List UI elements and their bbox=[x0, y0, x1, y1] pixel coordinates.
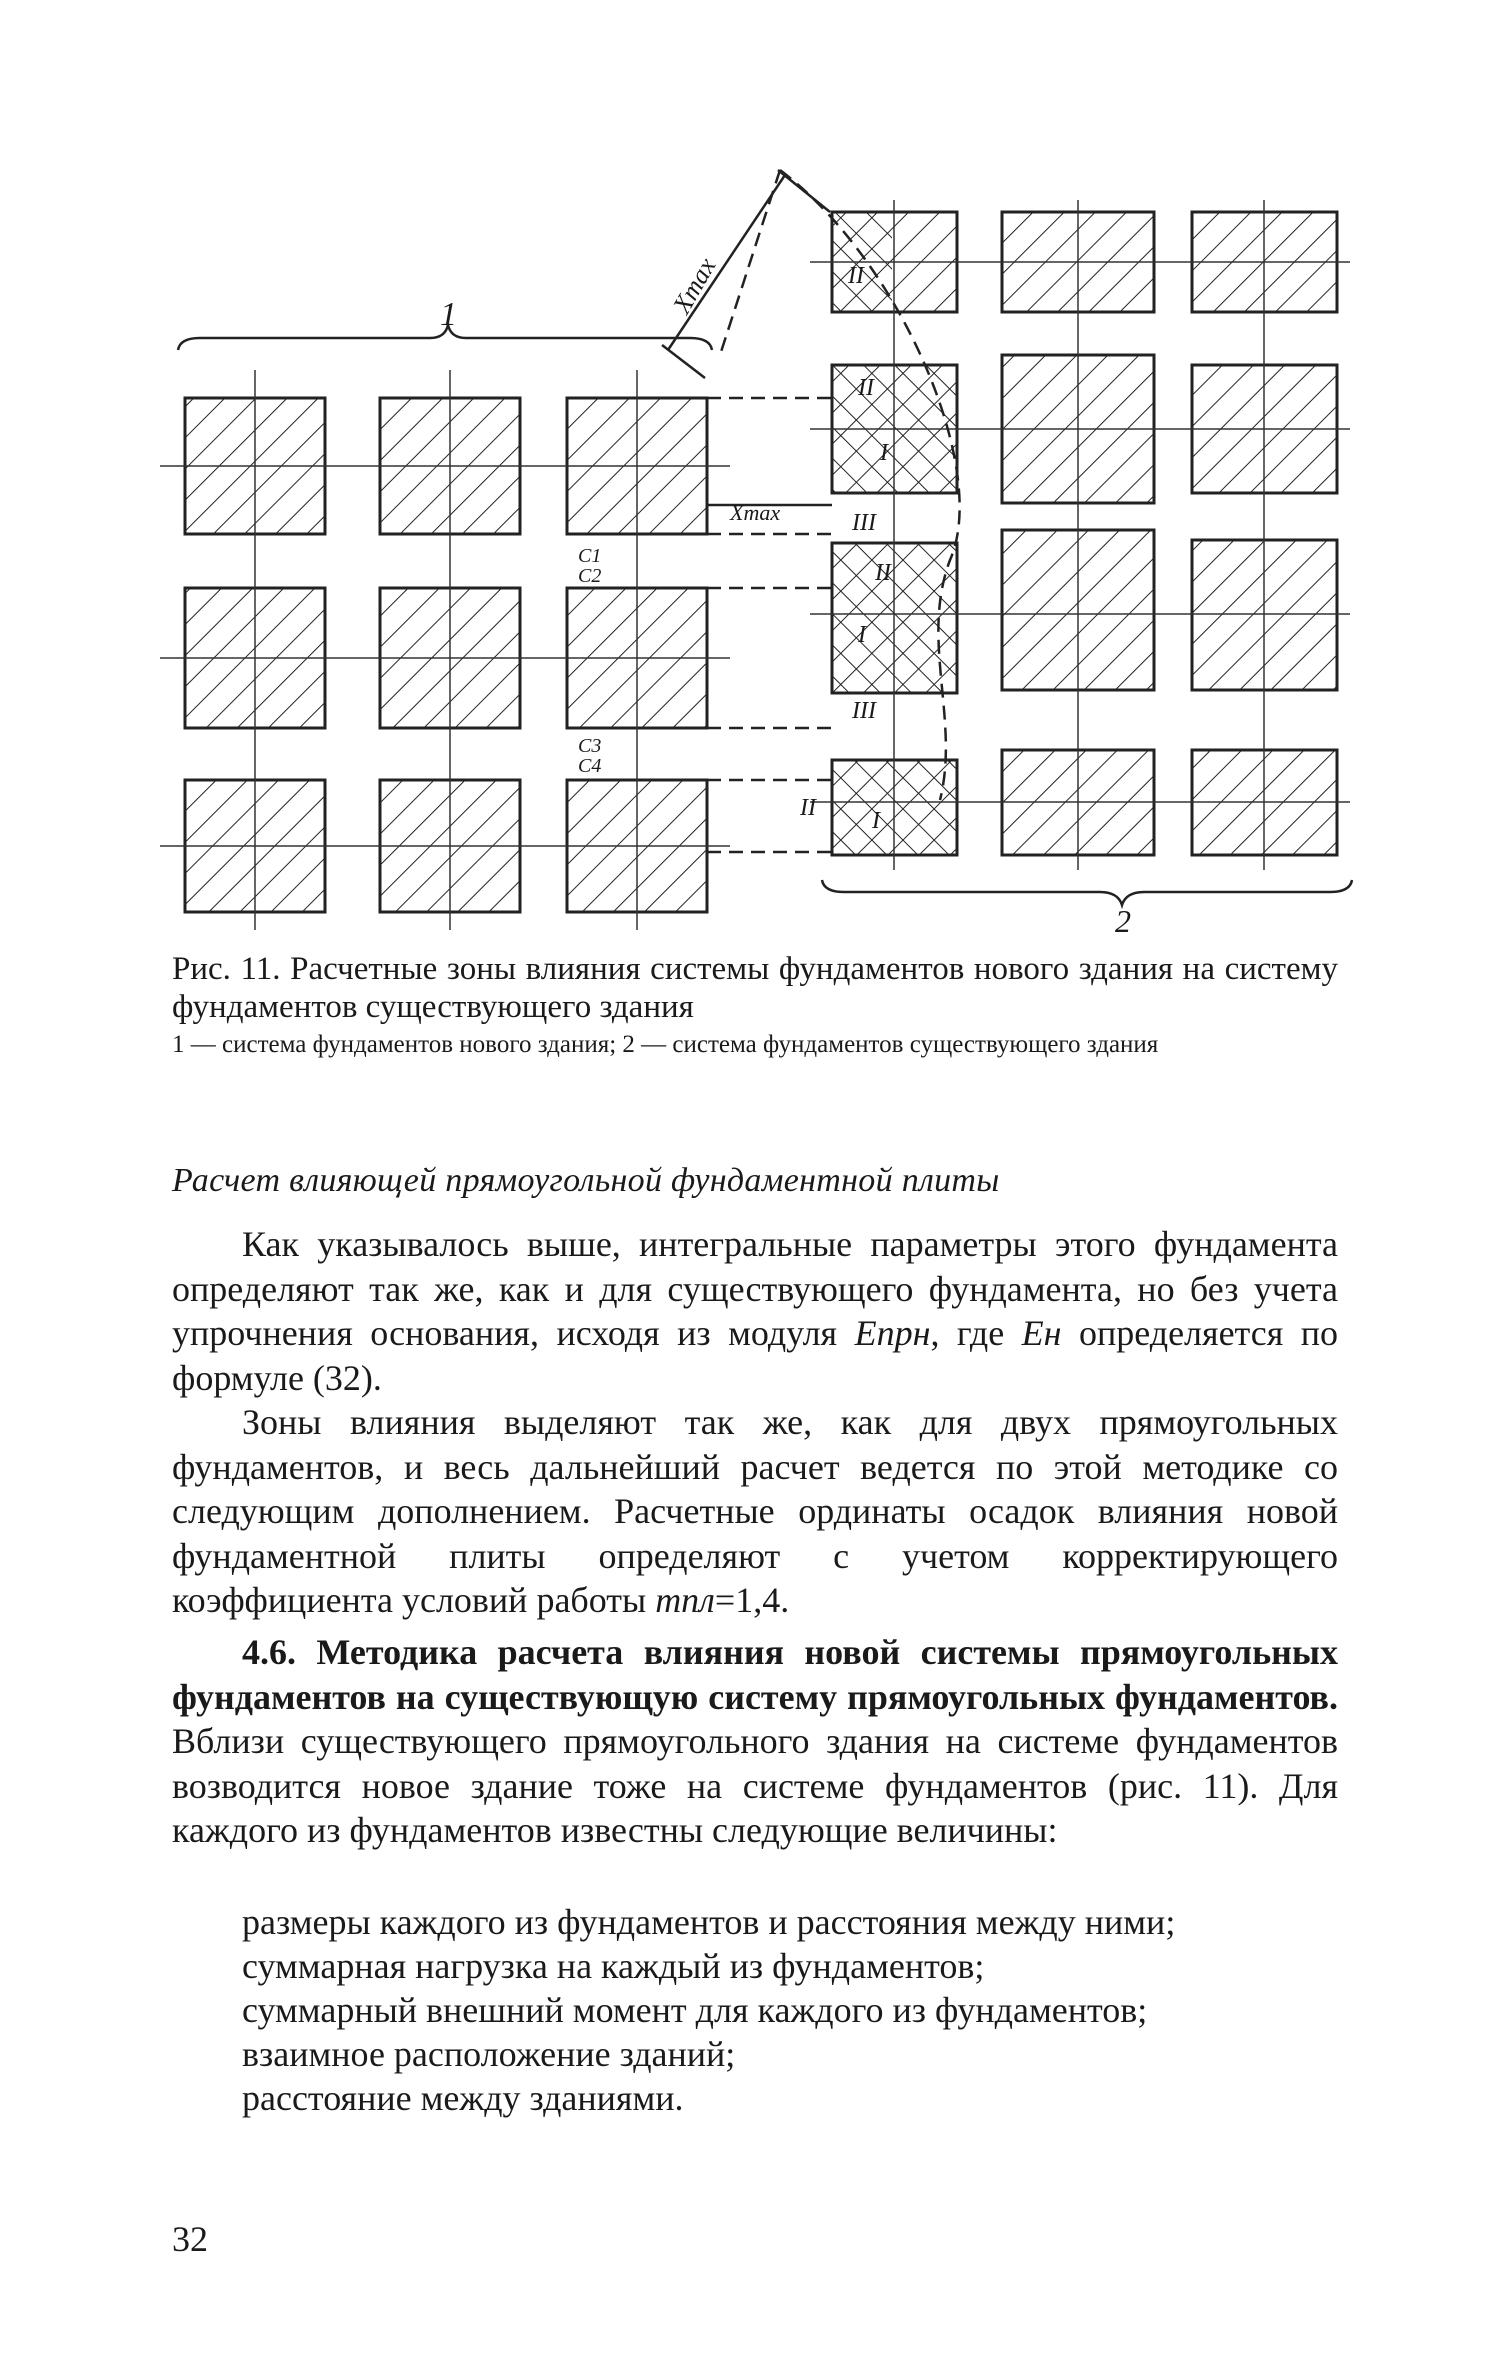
zone-label: III bbox=[852, 510, 876, 536]
existing-building-foundations bbox=[832, 212, 1337, 855]
modulus-symbol: Eпрн bbox=[854, 1313, 931, 1353]
zone-label: II bbox=[875, 560, 891, 586]
list-item: взаимное расположение зданий; bbox=[242, 2034, 736, 2074]
xmax-label: Xmax bbox=[666, 252, 722, 319]
foundation-influence-diagram bbox=[0, 0, 1499, 940]
zone-label: I bbox=[880, 440, 888, 466]
modulus-symbol: Eн bbox=[1021, 1313, 1062, 1353]
section-heading: Расчет влияющей прямоугольной фундаментной плиты bbox=[172, 1162, 1000, 1199]
axis-lines bbox=[160, 200, 1350, 930]
zone-label: II bbox=[800, 795, 816, 821]
paragraph-1: Как указывалось выше, интегральные параметры этого фундамента определяют так же, как и для существующего фундамента, но без учета упрочнения основания, исходя из модуля Eпрн, где Eн определяется по формуле (32). bbox=[172, 1224, 1338, 1398]
c4-label: C4 bbox=[578, 755, 602, 777]
zone-label: II bbox=[858, 375, 874, 401]
list-item: размеры каждого из фундаментов и расстояния между ними; bbox=[242, 1902, 1176, 1942]
group2-label: 2 bbox=[1115, 903, 1131, 939]
xmax-label: Xmax bbox=[730, 500, 781, 525]
c1-label: C1 bbox=[578, 545, 602, 567]
zone-label: I bbox=[858, 622, 866, 648]
paragraph-2: Зоны влияния выделяют так же, как для двух прямоугольных фундаментов, и весь дальнейший расчет ведется по этой методике со следующим дополнением. Расчетные ординаты осадок влияния новой фундаментной плиты определяют с учетом корректирующего коэффициента условий работы mпл=1,4. bbox=[172, 1402, 1338, 1620]
c3-label: C3 bbox=[578, 735, 602, 757]
list-item: суммарная нагрузка на каждый из фундаментов; bbox=[242, 1946, 985, 1986]
paragraph-3: 4.6. Методика расчета влияния новой системы прямоугольных фундаментов на существующую систему прямоугольных фундаментов. Вблизи существующего прямоугольного здания на системе фундаментов возводится новое здание тоже на системе фундаментов (рис. 11). Для каждого из фундаментов известны следующие величины: bbox=[172, 1632, 1338, 1850]
list-item: расстояние между зданиями. bbox=[242, 2078, 684, 2118]
page-number: 32 bbox=[172, 2219, 208, 2259]
figure-legend: 1 — система фундаментов нового здания; 2 — система фундаментов существующего здания bbox=[172, 1031, 1159, 1058]
new-building-foundations bbox=[185, 398, 707, 912]
zone-label: I bbox=[872, 808, 880, 834]
group-brackets bbox=[178, 325, 1352, 905]
coefficient-symbol: mпл bbox=[655, 1580, 715, 1620]
list-item: суммарный внешний момент для каждого из фундаментов; bbox=[242, 1990, 1148, 2030]
c2-label: C2 bbox=[578, 565, 602, 587]
section-4-6-title: 4.6. Методика расчета влияния новой системы прямоугольных фундаментов на существующую систему прямоугольных фундаментов. bbox=[172, 1632, 1338, 1717]
zone-label: II bbox=[848, 263, 864, 289]
figure-caption: Рис. 11. Расчетные зоны влияния системы фундаментов нового здания на систему фундаментов существующего здания bbox=[172, 951, 1338, 1025]
group1-label: 1 bbox=[440, 296, 457, 333]
zone-label: III bbox=[852, 698, 876, 724]
